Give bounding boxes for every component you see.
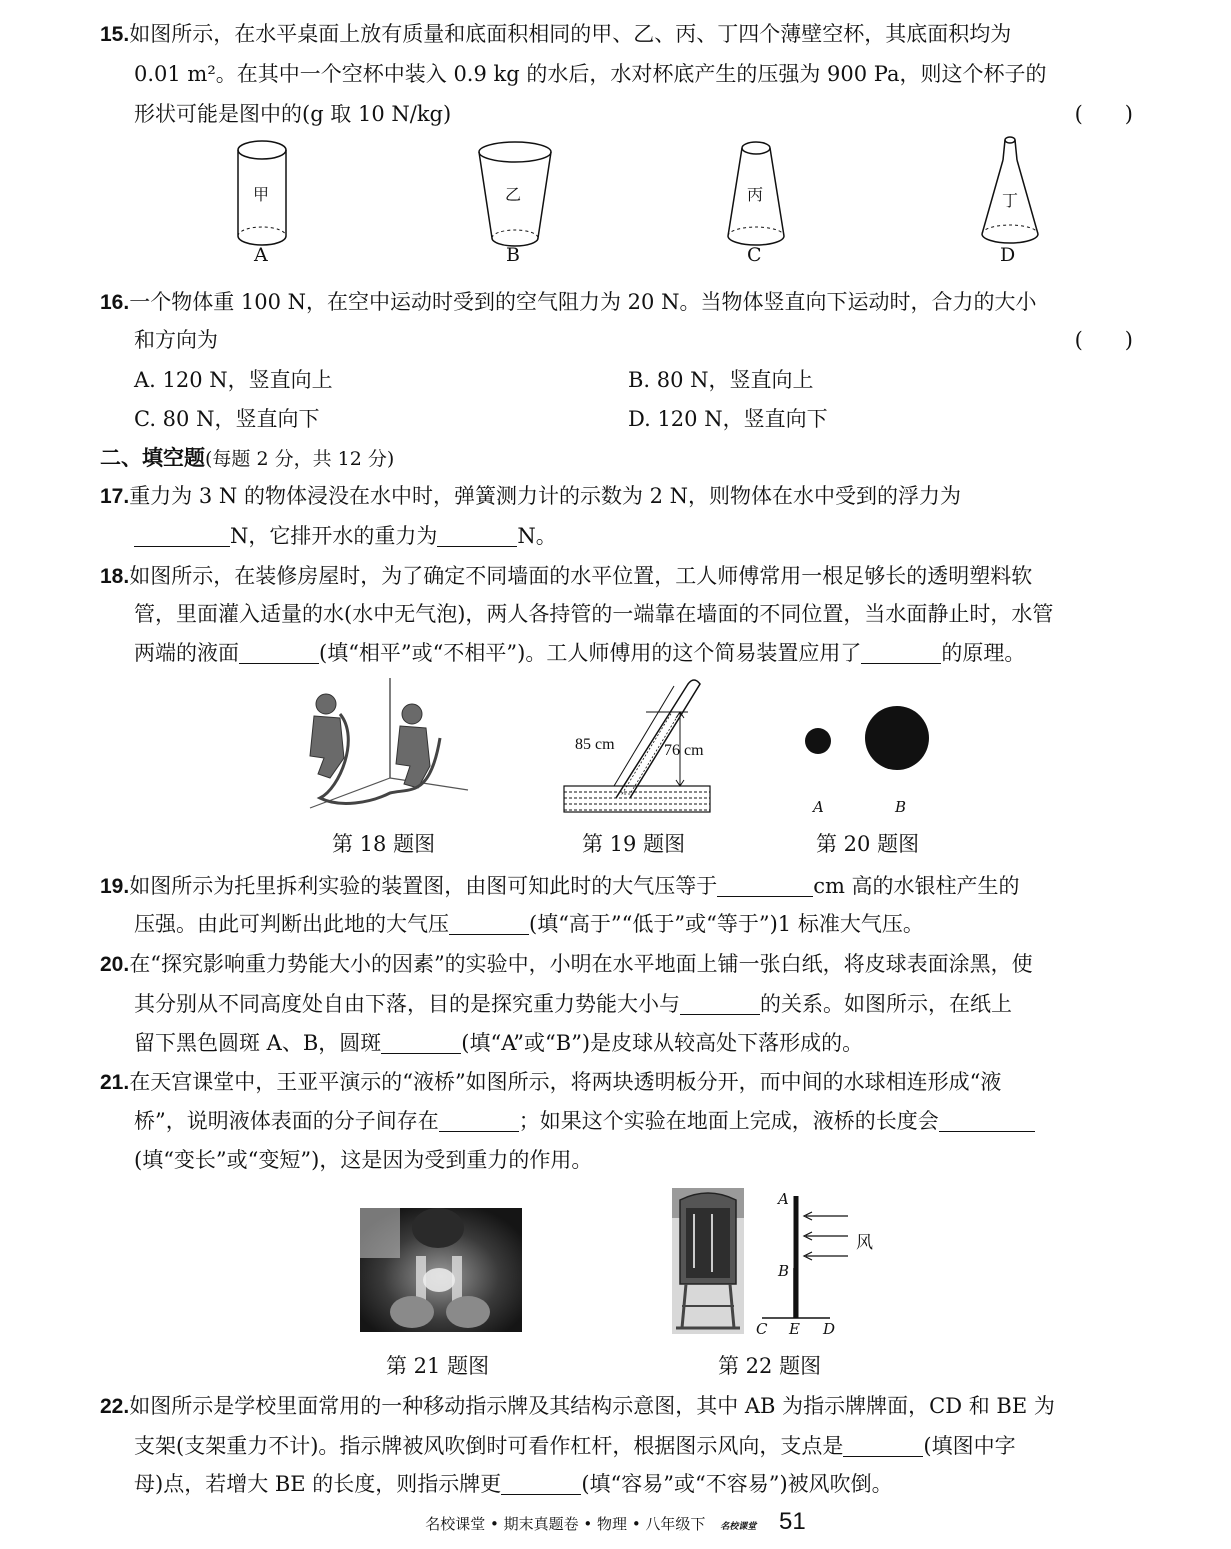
cup-label: 丁: [1002, 191, 1019, 210]
q22-text-2b: (填图中字: [923, 1434, 1016, 1458]
length-76-label: 76 cm: [664, 742, 704, 759]
q19-line2: [134, 908, 924, 938]
question-number: 19.: [100, 875, 130, 898]
figure-19-caption: 第 19 题图: [582, 832, 686, 856]
q18-text-1: 如图所示，在装修房屋时，为了确定不同墙面的水平位置，工人师傅常用一根足够长的透明塑料软: [129, 564, 1033, 588]
answer-blank[interactable]: [717, 874, 813, 897]
q21-text-2b: ；如果这个实验在地面上完成，液桥的长度会: [518, 1109, 939, 1133]
q22-line1: [100, 1390, 1055, 1420]
brand-logo: 名校课堂: [720, 1522, 757, 1532]
spot-a-label: A: [813, 798, 824, 816]
q16-option-c: C. 80 N，竖直向下: [134, 407, 320, 431]
cup-letter: B: [506, 244, 520, 266]
q20-line2: [134, 988, 1012, 1018]
q19-text-1a: 如图所示为托里拆利实验的装置图，由图可知此时的大气压等于: [129, 874, 718, 898]
q15-line1: [100, 18, 1011, 48]
q21-line1: [100, 1066, 1001, 1096]
q19-line1: [100, 870, 1020, 900]
page-footer: [0, 1508, 1231, 1536]
point-a-label: A: [778, 1190, 789, 1208]
answer-paren: ( ): [1074, 328, 1133, 352]
figure-22-structure-diagram: [758, 1190, 878, 1330]
q22-line3: [134, 1468, 893, 1498]
wind-label: 风: [856, 1233, 873, 1253]
figure-20-spots: [800, 700, 940, 800]
q21-text-2a: 桥”，说明液体表面的分子间存在: [134, 1109, 439, 1133]
q15-text-1: 如图所示，在水平桌面上放有质量和底面积相同的甲、乙、丙、丁四个薄壁空杯，其底面积均为: [129, 22, 1012, 46]
point-e-label: E: [789, 1320, 800, 1338]
length-85-label: 85 cm: [575, 736, 615, 753]
q18-text-3b: (填“相平”或“不相平”)。工人师傅用的这个简易装置应用了: [319, 641, 862, 665]
answer-blank[interactable]: [501, 1472, 581, 1495]
point-d-label: D: [823, 1320, 836, 1338]
answer-blank[interactable]: [381, 1031, 461, 1054]
question-number: 22.: [100, 1395, 130, 1418]
q20-text-3b: (填“A”或“B”)是皮球从较高处下落形成的。: [461, 1031, 864, 1055]
cup-letter: C: [747, 244, 762, 266]
question-number: 20.: [100, 953, 130, 976]
figure-21-liquid-bridge-photo: [360, 1208, 522, 1332]
q19-text-2a: 压强。由此可判断出此地的大气压: [134, 912, 449, 936]
answer-blank[interactable]: [449, 912, 529, 935]
q15-line2: 0.01 m²。在其中一个空杯中装入 0.9 kg 的水后，水对杯底产生的压强为 900 Pa，则这个杯子的: [134, 62, 1047, 86]
q21-line3: (填“变长”或“变短”)，这是因为受到重力的作用。: [134, 1148, 593, 1172]
page-number: 51: [779, 1508, 806, 1535]
cup-label: 甲: [253, 185, 270, 204]
figure-18-caption: 第 18 题图: [332, 832, 436, 856]
q20-text-2b: 的关系。如图所示，在纸上: [760, 992, 1012, 1016]
question-number: 21.: [100, 1071, 130, 1094]
q20-text-1: 在“探究影响重力势能大小的因素”的实验中，小明在水平地面上铺一张白纸，将皮球表面涂黑，使: [129, 952, 1033, 976]
q20-text-3a: 留下黑色圆斑 A、B，圆斑: [134, 1031, 382, 1055]
answer-blank[interactable]: [439, 1109, 519, 1132]
q17-text-1: 重力为 3 N 的物体浸没在水中时，弹簧测力计的示数为 2 N，则物体在水中受到的浮力为: [129, 484, 962, 508]
answer-blank[interactable]: [939, 1109, 1035, 1132]
question-number: 17.: [100, 485, 130, 508]
answer-blank[interactable]: [680, 992, 760, 1015]
q16-line2: 和方向为: [134, 328, 218, 352]
q16-option-b: B. 80 N，竖直向上: [628, 368, 814, 392]
answer-blank[interactable]: [843, 1434, 923, 1457]
q15-line3: 形状可能是图中的(g 取 10 N/kg): [134, 102, 452, 126]
q21-text-1: 在天宫课堂中，王亚平演示的“液桥”如图所示，将两块透明板分开，而中间的水球相连形成“液: [129, 1070, 1002, 1094]
q19-text-1b: cm 高的水银柱产生的: [813, 874, 1020, 898]
q22-text-2a: 支架(支架重力不计)。指示牌被风吹倒时可看作杠杆，根据图示风向，支点是: [134, 1434, 844, 1458]
section-heading: [100, 442, 394, 472]
q16-line1: [100, 286, 1036, 316]
spot-b-label: B: [895, 798, 907, 816]
figure-22-caption: 第 22 题图: [718, 1354, 822, 1378]
point-c-label: C: [756, 1320, 768, 1338]
cup-label: 乙: [505, 185, 522, 204]
q18-line1: [100, 560, 1032, 590]
q16-text-1: 一个物体重 100 N，在空中运动时受到的空气阻力为 20 N。当物体竖直向下运动时，合力的大小: [129, 290, 1037, 314]
q20-line3: [134, 1027, 863, 1057]
question-number: 16.: [100, 291, 130, 314]
figure-20-caption: 第 20 题图: [816, 832, 920, 856]
q17-line1: [100, 480, 961, 510]
answer-blank[interactable]: [134, 524, 230, 547]
section-title: 二、填空题: [100, 446, 205, 470]
q19-text-2b: (填“高于”“低于”或“等于”)1 标准大气压。: [529, 912, 924, 936]
figure-22-sign-photo: [672, 1188, 744, 1334]
q18-line2: 管，里面灌入适量的水(水中无气泡)，两人各持管的一端靠在墙面的不同位置，当水面静止时，水管: [134, 602, 1054, 626]
point-b-label: B: [778, 1262, 790, 1280]
cup-label: 丙: [747, 185, 764, 204]
question-number: 18.: [100, 565, 130, 588]
cup-letter: A: [254, 244, 268, 266]
section-note: (每题 2 分，共 12 分): [205, 448, 395, 470]
q22-text-3b: (填“容易”或“不容易”)被风吹倒。: [581, 1472, 893, 1496]
q20-text-2a: 其分别从不同高度处自由下落，目的是探究重力势能大小与: [134, 992, 680, 1016]
figure-21-caption: 第 21 题图: [386, 1354, 490, 1378]
q18-line3: [134, 637, 1025, 667]
q17-text-2a: N，它排开水的重力为: [230, 524, 438, 548]
answer-paren: ( ): [1074, 102, 1133, 126]
q22-line2: [134, 1430, 1016, 1460]
q18-text-3a: 两端的液面: [134, 641, 239, 665]
answer-blank[interactable]: [239, 641, 319, 664]
q21-line2: [134, 1105, 1035, 1135]
cup-letter: D: [1000, 244, 1016, 266]
q17-line2: [134, 520, 557, 550]
question-number: 15.: [100, 23, 130, 46]
footer-text: 名校课堂 • 期末真题卷 • 物理 • 八年级下: [425, 1515, 706, 1533]
q16-option-a: A. 120 N，竖直向上: [134, 368, 333, 392]
q16-option-d: D. 120 N，竖直向下: [628, 407, 828, 431]
answer-blank[interactable]: [437, 524, 517, 547]
q22-text-3a: 母)点，若增大 BE 的长度，则指示牌更: [134, 1472, 502, 1496]
q20-line1: [100, 948, 1033, 978]
q18-text-3c: 的原理。: [941, 641, 1026, 665]
figure-18-workers: [300, 678, 470, 813]
q17-text-2b: N。: [517, 524, 557, 548]
q22-text-1: 如图所示是学校里面常用的一种移动指示牌及其结构示意图，其中 AB 为指示牌牌面，CD 和 BE 为: [129, 1394, 1055, 1418]
answer-blank[interactable]: [861, 641, 941, 664]
